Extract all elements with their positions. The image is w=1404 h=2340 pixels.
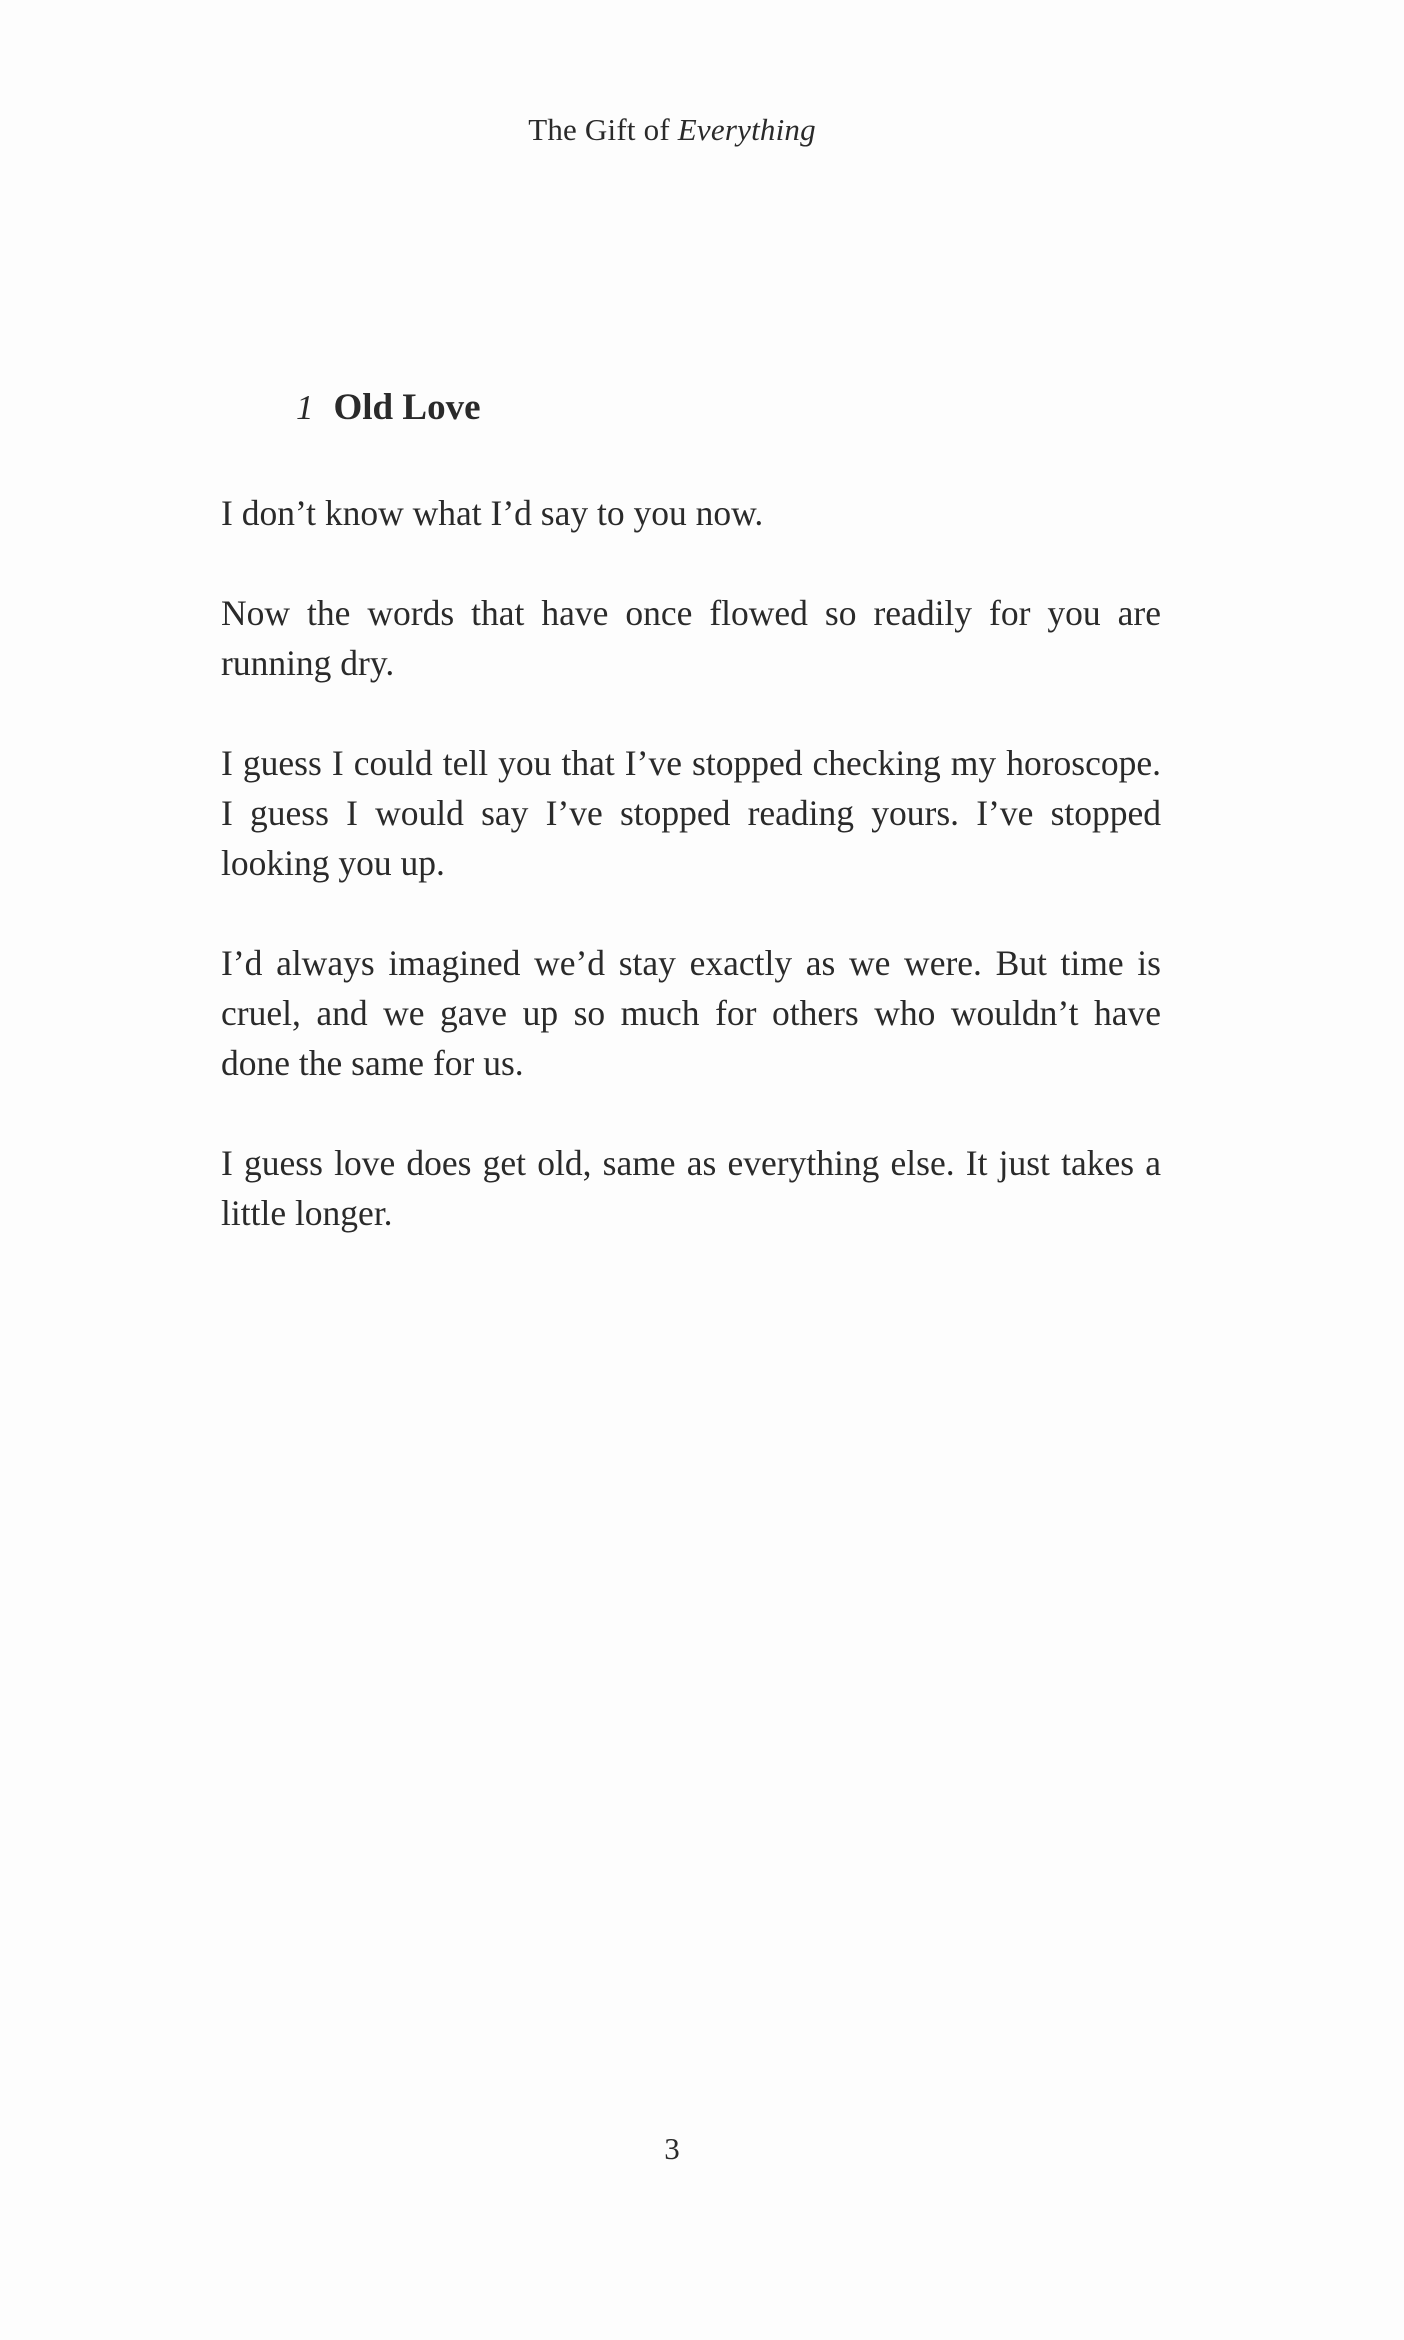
page-number: 3 (664, 2131, 680, 2166)
paragraph: I’d always imagined we’d stay exactly as we were. But time is cruel, and we gave up so much for others who wouldn’t have done the same for us. (221, 943, 1161, 1083)
chapter-body (221, 488, 1161, 1288)
chapter-title: Old Love (333, 387, 481, 428)
paragraph: I guess I could tell you that I’ve stopped checking my horoscope. I guess I would say I’ve stopped reading yours. I’ve stopped looking you up. (221, 743, 1161, 883)
paragraph: I don’t know what I’d say to you now. (221, 493, 764, 533)
running-header-title-italic: Everything (677, 112, 816, 147)
paragraph: I guess love does get old, same as everything else. It just takes a little longer. (221, 1143, 1161, 1233)
chapter-heading (296, 386, 481, 429)
chapter-number: 1 (296, 388, 314, 427)
paragraph: Now the words that have once flowed so readily for you are running dry. (221, 593, 1161, 683)
running-header-title: The Gift of (528, 112, 678, 147)
running-header (0, 112, 1344, 148)
